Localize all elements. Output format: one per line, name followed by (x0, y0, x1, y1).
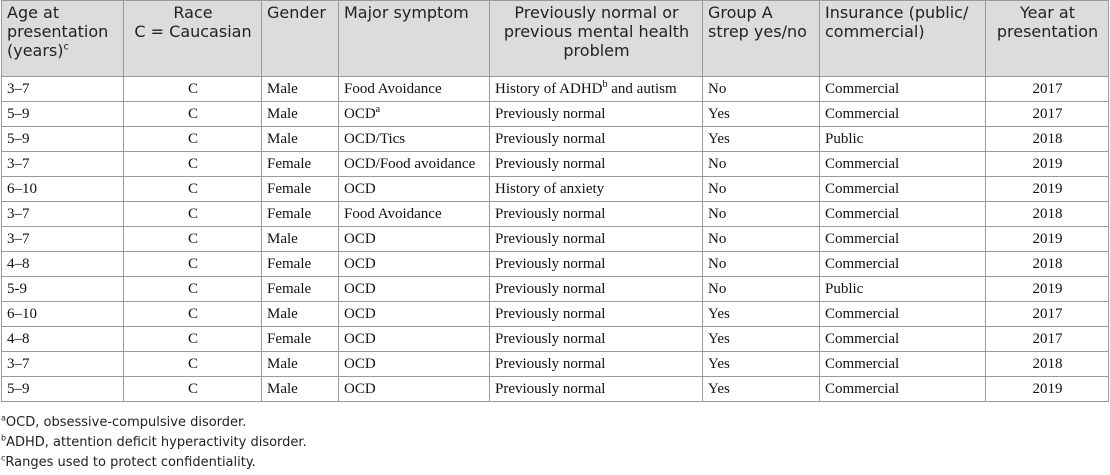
col-header-age (2, 1, 124, 77)
cell-prev-text: Previously normal (495, 355, 606, 372)
cell-strep (703, 77, 820, 102)
cell-insurance (820, 327, 986, 352)
cell-gender-text: Female (267, 330, 312, 347)
cell-year-text: 2019 (1032, 155, 1063, 172)
cell-insurance-text: Commercial (825, 305, 900, 322)
cell-symptom-footnote-mark: a (375, 103, 381, 115)
cell-age (2, 127, 124, 152)
cell-prev (490, 202, 703, 227)
cell-symptom-text: OCD (344, 255, 376, 272)
cell-symptom-text: OCD/Tics (344, 130, 406, 147)
cell-age-text: 3–7 (7, 155, 30, 172)
cell-age (2, 277, 124, 302)
cell-year-text: 2018 (1032, 130, 1063, 147)
cell-year (986, 177, 1109, 202)
cell-symptom (339, 277, 490, 302)
cell-age-text: 5–9 (7, 130, 30, 147)
cell-race-text: C (187, 255, 198, 272)
cell-race (124, 77, 262, 102)
cell-strep-text: Yes (708, 130, 730, 147)
cell-gender (262, 302, 339, 327)
cell-symptom-text: OCD (344, 230, 376, 247)
col-header-gender: Gender (262, 1, 339, 77)
cell-prev (490, 127, 703, 152)
cell-race (124, 377, 262, 402)
cell-strep (703, 102, 820, 127)
cell-prev (490, 277, 703, 302)
cell-symptom (339, 302, 490, 327)
footnote-a (1, 413, 307, 433)
cell-prev (490, 102, 703, 127)
cell-insurance-text: Commercial (825, 205, 900, 222)
table-header (2, 1, 1109, 77)
cell-age-text: 5–9 (7, 105, 30, 122)
col-header-race-line2: C = Caucasian (134, 22, 252, 41)
table-row (2, 202, 1109, 227)
cell-age (2, 252, 124, 277)
cell-prev (490, 302, 703, 327)
cell-insurance (820, 277, 986, 302)
cell-gender-text: Male (267, 105, 298, 122)
cell-race (124, 177, 262, 202)
cell-strep-text: No (708, 280, 727, 297)
cell-year (986, 202, 1109, 227)
cell-symptom (339, 352, 490, 377)
col-header-symptom: Major symptom (339, 1, 490, 77)
cell-symptom (339, 377, 490, 402)
cell-year-text: 2019 (1032, 380, 1063, 397)
cell-age (2, 227, 124, 252)
cell-symptom-text: OCD (344, 105, 376, 122)
cell-strep (703, 377, 820, 402)
cell-gender-text: Male (267, 130, 298, 147)
cell-strep (703, 152, 820, 177)
cell-age (2, 327, 124, 352)
cell-prev-text: History of ADHD (495, 80, 603, 97)
table-row (2, 152, 1109, 177)
cell-strep (703, 202, 820, 227)
cell-prev (490, 352, 703, 377)
footnotes (1, 413, 307, 473)
cell-insurance-text: Commercial (825, 105, 900, 122)
cell-strep-text: Yes (708, 355, 730, 372)
cell-insurance (820, 302, 986, 327)
cell-insurance-text: Commercial (825, 380, 900, 397)
footnote-text: OCD, obsessive-compulsive disorder. (5, 415, 247, 430)
cell-age-text: 6–10 (7, 180, 37, 197)
cell-insurance (820, 102, 986, 127)
cell-gender (262, 202, 339, 227)
cell-symptom (339, 252, 490, 277)
cell-strep-text: No (708, 230, 727, 247)
cell-symptom-text: Food Avoidance (344, 205, 442, 222)
cell-symptom-text: OCD (344, 180, 376, 197)
table-row (2, 302, 1109, 327)
cell-age (2, 352, 124, 377)
cell-insurance (820, 177, 986, 202)
cell-prev-text: Previously normal (495, 205, 606, 222)
cell-prev-text: Previously normal (495, 230, 606, 247)
cell-race-text: C (187, 155, 198, 172)
cell-year-text: 2018 (1032, 355, 1063, 372)
cell-symptom (339, 152, 490, 177)
cell-gender (262, 77, 339, 102)
cell-year (986, 102, 1109, 127)
footnote-text: ADHD, attention deficit hyperactivity disorder. (6, 435, 307, 450)
cell-symptom (339, 227, 490, 252)
cell-age-text: 4–8 (7, 330, 30, 347)
col-header-race (124, 1, 262, 77)
cell-year-text: 2019 (1032, 230, 1063, 247)
table-row (2, 327, 1109, 352)
table-row (2, 77, 1109, 102)
cell-symptom (339, 127, 490, 152)
cell-race (124, 277, 262, 302)
cell-gender (262, 177, 339, 202)
cell-gender (262, 227, 339, 252)
cell-year (986, 252, 1109, 277)
cell-age (2, 77, 124, 102)
header-row (2, 1, 1109, 77)
cell-strep-text: No (708, 255, 727, 272)
cell-prev-text: Previously normal (495, 305, 606, 322)
cell-strep-text: No (708, 205, 727, 222)
cell-symptom-text: OCD (344, 280, 376, 297)
cell-prev (490, 377, 703, 402)
cell-year (986, 302, 1109, 327)
cell-age-text: 3–7 (7, 80, 30, 97)
cell-symptom (339, 327, 490, 352)
col-header-year: Year at presentation (986, 1, 1109, 77)
cell-strep (703, 252, 820, 277)
cell-gender (262, 327, 339, 352)
cell-prev (490, 327, 703, 352)
cell-symptom (339, 102, 490, 127)
footnote-mark: a (1, 413, 6, 423)
cell-symptom-text: Food Avoidance (344, 80, 442, 97)
cell-age-text: 3–7 (7, 205, 30, 222)
cell-race (124, 227, 262, 252)
cell-gender-text: Female (267, 255, 312, 272)
cell-race (124, 102, 262, 127)
cell-strep (703, 177, 820, 202)
cell-race-text: C (187, 330, 198, 347)
cell-gender (262, 377, 339, 402)
cell-gender-text: Male (267, 80, 298, 97)
col-header-race-line1: Race (173, 3, 213, 22)
cell-race-text: C (187, 130, 198, 147)
cell-strep (703, 127, 820, 152)
cell-insurance-text: Public (825, 130, 864, 147)
cell-gender-text: Male (267, 305, 298, 322)
footnote-text: Ranges used to protect confidentiality. (5, 455, 256, 470)
cell-year (986, 77, 1109, 102)
cell-gender-text: Male (267, 380, 298, 397)
footnote-c (1, 453, 307, 473)
cell-age-text: 3–7 (7, 230, 30, 247)
cell-insurance-text: Commercial (825, 155, 900, 172)
footnote-mark: c (1, 453, 6, 463)
cell-strep-text: No (708, 80, 727, 97)
cell-race (124, 302, 262, 327)
cell-insurance (820, 127, 986, 152)
table-row (2, 252, 1109, 277)
cell-prev (490, 152, 703, 177)
cell-insurance (820, 252, 986, 277)
cell-age (2, 177, 124, 202)
cell-strep (703, 277, 820, 302)
cell-age-text: 5-9 (7, 280, 27, 297)
cell-insurance (820, 227, 986, 252)
cell-age-text: 3–7 (7, 355, 30, 372)
cell-race (124, 152, 262, 177)
cell-race-text: C (187, 180, 198, 197)
cell-race (124, 327, 262, 352)
cell-race-text: C (187, 230, 198, 247)
cell-prev-text: Previously normal (495, 155, 606, 172)
cell-symptom-text: OCD/Food avoidance (344, 155, 476, 172)
cell-strep-text: Yes (708, 380, 730, 397)
cell-year-text: 2018 (1032, 205, 1063, 222)
cell-race-text: C (187, 205, 198, 222)
table-row (2, 102, 1109, 127)
cell-strep-text: No (708, 180, 727, 197)
cell-insurance-text: Commercial (825, 80, 900, 97)
table-row (2, 127, 1109, 152)
cell-insurance-text: Public (825, 280, 864, 297)
data-table (1, 0, 1109, 402)
col-header-age-sup: c (63, 41, 70, 53)
cell-strep (703, 302, 820, 327)
cell-insurance-text: Commercial (825, 255, 900, 272)
col-header-previous: Previously normal or previous mental health problem (490, 1, 703, 77)
cell-prev-text: History of anxiety (495, 180, 605, 197)
cell-prev-text: Previously normal (495, 380, 606, 397)
cell-year (986, 277, 1109, 302)
cell-strep (703, 327, 820, 352)
cell-year (986, 152, 1109, 177)
cell-strep (703, 352, 820, 377)
cell-insurance-text: Commercial (825, 230, 900, 247)
cell-age (2, 152, 124, 177)
cell-insurance (820, 77, 986, 102)
cell-gender (262, 152, 339, 177)
cell-gender (262, 277, 339, 302)
cell-year-text: 2017 (1032, 305, 1063, 322)
cell-insurance-text: Commercial (825, 330, 900, 347)
cell-strep-text: Yes (708, 105, 730, 122)
col-header-age-text: Age at presentation (years) (7, 3, 109, 60)
cell-year-text: 2019 (1032, 180, 1063, 197)
cell-year-text: 2019 (1032, 280, 1063, 297)
cell-prev-text: Previously normal (495, 280, 606, 297)
cell-symptom (339, 202, 490, 227)
table-body (2, 77, 1109, 402)
cell-gender-text: Female (267, 155, 312, 172)
cell-symptom (339, 77, 490, 102)
table-row (2, 177, 1109, 202)
cell-strep-text: No (708, 155, 727, 172)
cell-race-text: C (187, 105, 198, 122)
table-row (2, 377, 1109, 402)
cell-race (124, 127, 262, 152)
table-row (2, 352, 1109, 377)
cell-age (2, 102, 124, 127)
cell-prev-text: Previously normal (495, 130, 606, 147)
cell-insurance (820, 202, 986, 227)
cell-prev (490, 77, 703, 102)
footnote-mark: b (1, 433, 7, 443)
cell-symptom-text: OCD (344, 330, 376, 347)
cell-strep-text: Yes (708, 330, 730, 347)
cell-gender-text: Female (267, 205, 312, 222)
cell-year (986, 352, 1109, 377)
cell-year-text: 2017 (1032, 330, 1063, 347)
cell-year (986, 227, 1109, 252)
cell-race-text: C (187, 280, 198, 297)
cell-symptom-text: OCD (344, 380, 376, 397)
cell-insurance-text: Commercial (825, 180, 900, 197)
table-container (1, 0, 1108, 402)
cell-gender-text: Male (267, 355, 298, 372)
cell-gender (262, 102, 339, 127)
cell-race-text: C (187, 80, 198, 97)
cell-symptom-text: OCD (344, 355, 376, 372)
cell-year (986, 327, 1109, 352)
table-row (2, 277, 1109, 302)
cell-prev (490, 252, 703, 277)
cell-prev-text: Previously normal (495, 255, 606, 272)
cell-age (2, 202, 124, 227)
cell-race-text: C (187, 305, 198, 322)
cell-age-text: 5–9 (7, 380, 30, 397)
col-header-insurance: Insurance (public/ commercial) (820, 1, 986, 77)
cell-race (124, 352, 262, 377)
cell-symptom-text: OCD (344, 305, 376, 322)
cell-strep (703, 227, 820, 252)
cell-race (124, 202, 262, 227)
cell-prev-text: Previously normal (495, 330, 606, 347)
cell-insurance (820, 152, 986, 177)
cell-gender (262, 352, 339, 377)
cell-gender (262, 127, 339, 152)
cell-year-text: 2017 (1032, 105, 1063, 122)
cell-age-text: 6–10 (7, 305, 37, 322)
col-header-strep: Group A strep yes/no (703, 1, 820, 77)
cell-race-text: C (187, 355, 198, 372)
cell-insurance (820, 352, 986, 377)
cell-gender-text: Male (267, 230, 298, 247)
cell-age (2, 302, 124, 327)
cell-gender (262, 252, 339, 277)
cell-age-text: 4–8 (7, 255, 30, 272)
cell-strep-text: Yes (708, 305, 730, 322)
cell-insurance-text: Commercial (825, 355, 900, 372)
cell-age (2, 377, 124, 402)
cell-race (124, 252, 262, 277)
cell-prev-footnote-mark: b (602, 78, 608, 90)
cell-year-text: 2017 (1032, 80, 1063, 97)
cell-gender-text: Female (267, 180, 312, 197)
cell-symptom (339, 177, 490, 202)
footnote-b (1, 433, 307, 453)
cell-prev (490, 227, 703, 252)
cell-year (986, 127, 1109, 152)
cell-year (986, 377, 1109, 402)
cell-gender-text: Female (267, 280, 312, 297)
cell-prev-text: Previously normal (495, 105, 606, 122)
cell-prev-tail: and autism (607, 80, 677, 97)
cell-prev (490, 177, 703, 202)
table-row (2, 227, 1109, 252)
cell-year-text: 2018 (1032, 255, 1063, 272)
cell-race-text: C (187, 380, 198, 397)
cell-insurance (820, 377, 986, 402)
